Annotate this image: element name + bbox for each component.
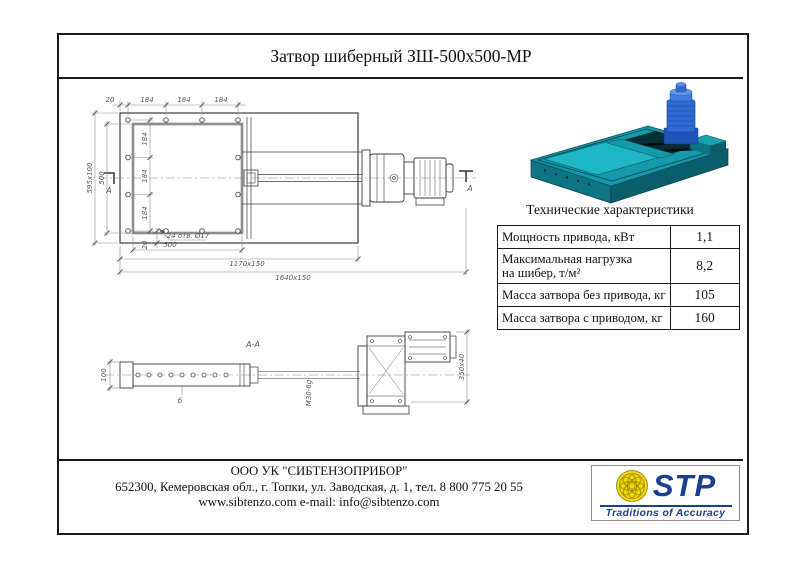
top-view-drawing — [98, 113, 476, 243]
stp-ornament-icon — [615, 469, 649, 503]
dim-label: 500 — [163, 241, 177, 249]
spec-value: 1,1 — [670, 226, 739, 249]
dim-label: 20 — [105, 96, 115, 104]
logo-underline — [600, 505, 732, 507]
company-address: 652300, Кемеровская обл., г. Топки, ул. Заводская, д. 1, тел. 8 800 775 20 55 — [115, 479, 523, 494]
dim-label: 1640х150 — [275, 274, 311, 282]
footer-divider — [59, 459, 743, 461]
side-view-dim-labels — [100, 340, 466, 406]
dim-label: 500 — [98, 171, 106, 185]
page-title: Затвор шиберный ЗШ-500х500-МР — [59, 35, 743, 79]
footer-contact-block — [59, 464, 579, 511]
spec-label-line1: Максимальная нагрузка — [502, 251, 633, 266]
company-web: www.sibtenzo.com e-mail: info@sibtenzo.com — [198, 495, 440, 510]
dim-label: 184 — [214, 96, 228, 104]
dim-label: 184 — [140, 96, 154, 104]
product-render-3d — [531, 82, 728, 203]
dim-label: 184 — [177, 96, 191, 104]
dim-label: 184 — [141, 132, 149, 146]
logo-row — [615, 468, 716, 504]
section-label-a: А — [467, 184, 473, 193]
table-row — [498, 284, 740, 307]
logo-tagline: Traditions of Accuracy — [605, 507, 726, 519]
gate-mark-label: б — [177, 397, 183, 405]
table-row — [498, 249, 740, 284]
spec-value: 8,2 — [670, 249, 739, 284]
spec-label: Масса затвора без привода, кг — [498, 284, 671, 307]
spec-value: 105 — [670, 284, 739, 307]
table-row — [498, 226, 740, 249]
dim-label: 184 — [141, 206, 149, 220]
motor-render — [664, 82, 698, 144]
company-name: ООО УК "СИБТЕНЗОПРИБОР" — [230, 464, 408, 478]
spec-label — [498, 249, 671, 284]
specs-title: Технические характеристики — [526, 202, 694, 217]
side-view-dimensions — [100, 329, 470, 406]
specs-table — [497, 225, 740, 330]
spec-label-line2: на шибер, т/м² — [502, 266, 581, 280]
section-label-a: А — [106, 186, 112, 195]
table-row — [498, 307, 740, 330]
holes-note: 24 отв. Ø17 — [166, 232, 210, 240]
logo-text: STP — [652, 467, 717, 503]
stp-logo — [591, 465, 740, 521]
section-markers — [104, 171, 473, 184]
dim-label: 595х100 — [86, 162, 94, 194]
thread-spec-label: М30-6g — [305, 379, 313, 407]
spec-value: 160 — [670, 307, 739, 330]
dim-label: 20 — [141, 240, 149, 250]
dim-label: 1170х150 — [229, 260, 265, 268]
spec-label: Мощность привода, кВт — [498, 226, 671, 249]
gate-holes — [136, 373, 228, 377]
dim-label: 184 — [141, 169, 149, 183]
dim-label: 350х40 — [458, 353, 466, 381]
dim-label: 100 — [100, 368, 108, 382]
spec-label: Масса затвора с приводом, кг — [498, 307, 671, 330]
view-label: А-А — [246, 340, 260, 349]
